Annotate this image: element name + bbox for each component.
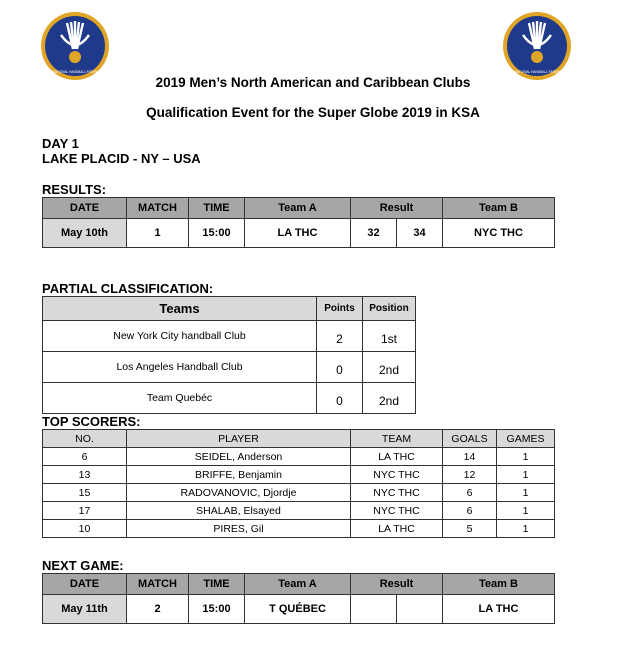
page-title: 2019 Men’s North American and Caribbean Clubs	[155, 75, 471, 90]
location-label: LAKE PLACID - NY – USA	[42, 151, 201, 166]
team-cell: Los Angeles Handball Club	[43, 352, 317, 383]
table-row	[43, 595, 555, 624]
col-no: NO.	[43, 430, 127, 448]
score-a-cell: 32	[351, 219, 397, 248]
col-goals: GOALS	[443, 430, 497, 448]
col-teams: Teams	[43, 297, 317, 321]
table-row	[43, 448, 555, 466]
position-cell: 2nd	[363, 383, 416, 414]
no-cell: 15	[43, 484, 127, 502]
col-match: MATCH	[127, 574, 189, 595]
col-games: GAMES	[497, 430, 555, 448]
results-label: RESULTS:	[42, 182, 107, 197]
team-a-cell: LA THC	[245, 219, 351, 248]
col-result: Result	[351, 198, 443, 219]
team-cell: LA THC	[351, 520, 443, 538]
position-cell: 1st	[363, 321, 416, 352]
col-team-b: Team B	[443, 574, 555, 595]
scorers-label: TOP SCORERS:	[42, 414, 141, 429]
next-game-table	[42, 573, 555, 624]
player-cell: SEIDEL, Anderson	[127, 448, 351, 466]
page-subtitle: Qualification Event for the Super Globe 2019 in KSA	[146, 105, 480, 120]
no-cell: 17	[43, 502, 127, 520]
player-cell: PIRES, Gil	[127, 520, 351, 538]
table-header-row	[43, 430, 555, 448]
table-row	[43, 219, 555, 248]
team-cell: New York City handball Club	[43, 321, 317, 352]
col-team-a: Team A	[245, 574, 351, 595]
logo-text: INTERNATIONAL HANDBALL FEDERATION	[43, 70, 107, 74]
goals-cell: 12	[443, 466, 497, 484]
col-points: Points	[317, 297, 363, 321]
goals-cell: 5	[443, 520, 497, 538]
col-result: Result	[351, 574, 443, 595]
time-cell: 15:00	[189, 219, 245, 248]
points-cell: 0	[317, 383, 363, 414]
col-team-b: Team B	[443, 198, 555, 219]
team-b-cell: NYC THC	[443, 219, 555, 248]
table-header-row	[43, 297, 416, 321]
col-team: TEAM	[351, 430, 443, 448]
table-row	[43, 383, 416, 414]
table-row	[43, 352, 416, 383]
ihf-logo-right	[502, 11, 572, 81]
table-row	[43, 520, 555, 538]
col-team-a: Team A	[245, 198, 351, 219]
col-date: DATE	[43, 198, 127, 219]
player-cell: BRIFFE, Benjamin	[127, 466, 351, 484]
goals-cell: 6	[443, 502, 497, 520]
col-date: DATE	[43, 574, 127, 595]
team-cell: Team Quebéc	[43, 383, 317, 414]
games-cell: 1	[497, 448, 555, 466]
team-cell: NYC THC	[351, 484, 443, 502]
col-player: PLAYER	[127, 430, 351, 448]
score-a-cell	[351, 595, 397, 624]
games-cell: 1	[497, 466, 555, 484]
next-game-label: NEXT GAME:	[42, 558, 124, 573]
day-label: DAY 1	[42, 136, 79, 151]
table-row	[43, 321, 416, 352]
games-cell: 1	[497, 520, 555, 538]
classification-label: PARTIAL CLASSIFICATION:	[42, 281, 214, 296]
col-match: MATCH	[127, 198, 189, 219]
col-position: Position	[363, 297, 416, 321]
table-row	[43, 502, 555, 520]
date-cell: May 11th	[43, 595, 127, 624]
no-cell: 13	[43, 466, 127, 484]
points-cell: 2	[317, 321, 363, 352]
scorers-table	[42, 429, 555, 538]
match-cell: 1	[127, 219, 189, 248]
no-cell: 6	[43, 448, 127, 466]
player-cell: SHALAB, Elsayed	[127, 502, 351, 520]
match-cell: 2	[127, 595, 189, 624]
results-table	[42, 197, 555, 248]
table-header-row	[43, 198, 555, 219]
logo-text: INTERNATIONAL HANDBALL FEDERATION	[505, 70, 569, 74]
points-cell: 0	[317, 352, 363, 383]
position-cell: 2nd	[363, 352, 416, 383]
games-cell: 1	[497, 502, 555, 520]
score-b-cell: 34	[397, 219, 443, 248]
team-cell: NYC THC	[351, 466, 443, 484]
ihf-logo-left	[40, 11, 110, 81]
classification-table	[42, 296, 416, 414]
table-row	[43, 466, 555, 484]
games-cell: 1	[497, 484, 555, 502]
goals-cell: 6	[443, 484, 497, 502]
team-cell: LA THC	[351, 448, 443, 466]
col-time: TIME	[189, 198, 245, 219]
no-cell: 10	[43, 520, 127, 538]
score-b-cell	[397, 595, 443, 624]
table-row	[43, 484, 555, 502]
team-b-cell: LA THC	[443, 595, 555, 624]
team-cell: NYC THC	[351, 502, 443, 520]
date-cell: May 10th	[43, 219, 127, 248]
time-cell: 15:00	[189, 595, 245, 624]
goals-cell: 14	[443, 448, 497, 466]
team-a-cell: T QUÉBEC	[245, 595, 351, 624]
player-cell: RADOVANOVIC, Djordje	[127, 484, 351, 502]
col-time: TIME	[189, 574, 245, 595]
table-header-row	[43, 574, 555, 595]
